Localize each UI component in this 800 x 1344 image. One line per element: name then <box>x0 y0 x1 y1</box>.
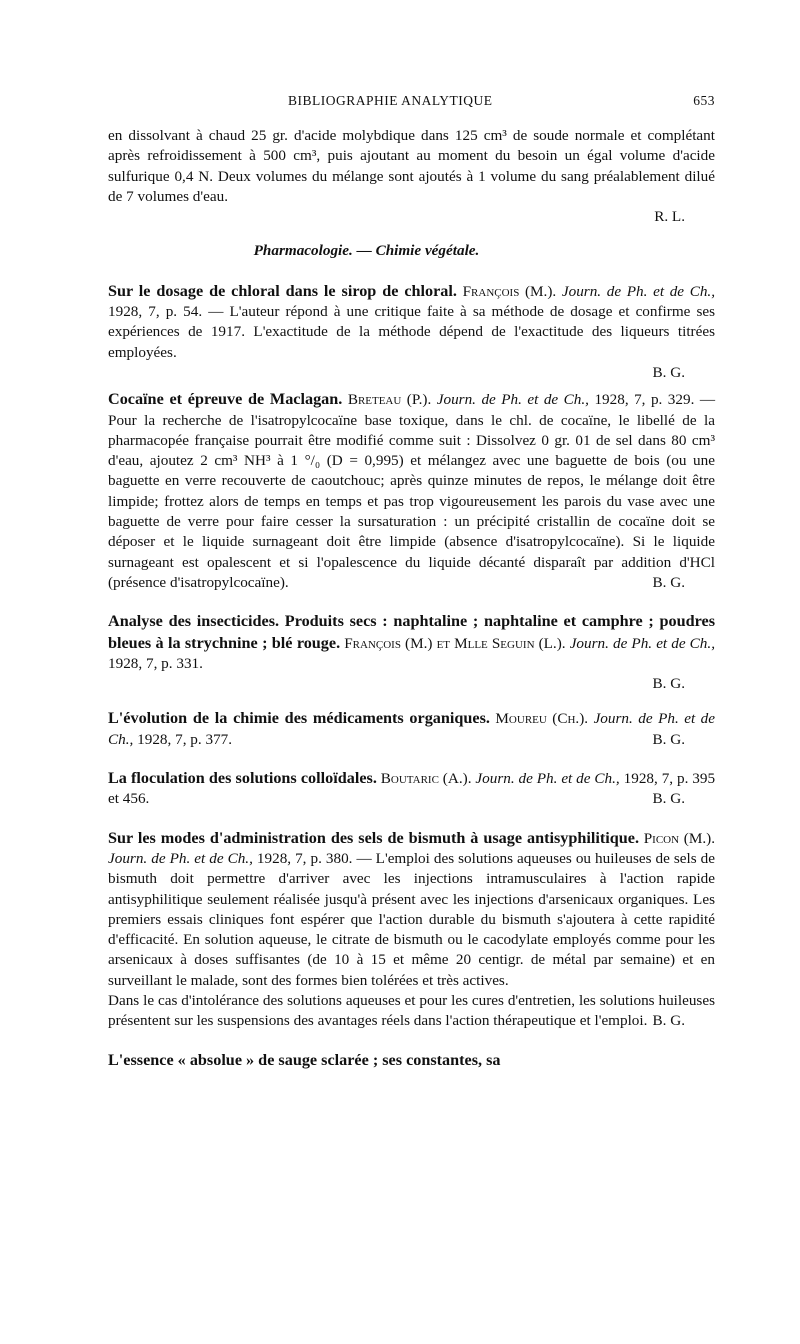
entry-text <box>108 611 715 674</box>
entry-text <box>108 1050 715 1071</box>
entry-text <box>108 281 715 363</box>
entry-signature: B. G. <box>652 730 685 748</box>
entry-author: Breteau (P.). <box>347 391 432 409</box>
entry-abstract-continued: Dans le cas d'intolérance des solutions aqueuses et pour les cures d'entretien, les solutions huileuses présentent sur les suspensions des avantages réels dans l'action thérapeutique et l'emploi. <box>108 991 715 1030</box>
entry-reference: 1928, 7, p. 395 et 456. <box>108 770 716 808</box>
bibliography-entry <box>108 828 715 1032</box>
entry-author: François (M.). <box>462 282 557 300</box>
entry-journal: Journ. de Ph. et de Ch., <box>108 710 715 748</box>
entry-text <box>108 389 715 593</box>
entry-author: Boutaric (A.). <box>380 770 472 788</box>
section-heading: Pharmacologie. — Chimie végétale. <box>253 242 480 260</box>
running-title: BIBLIOGRAPHIE ANALYTIQUE <box>288 93 493 108</box>
entry-journal: Journ. de Ph. et de Ch., <box>569 634 715 652</box>
entry-title: La floculation des solutions colloïdales. <box>108 769 377 788</box>
entry-reference: 1928, 7, p. 377. <box>137 730 233 748</box>
entry-reference: 1928, 7, p. 329. <box>594 391 695 409</box>
bibliography-entry <box>108 281 715 383</box>
entry-paragraph <box>108 991 715 1032</box>
entry-abstract: — L'auteur répond à une critique faite à sa méthode de dosage et confirme ses expériences de 1917. L'exactitude de la méthode dépend de l'exactitude des liqueurs titrées employées. <box>108 303 716 361</box>
entry-journal: Journ. de Ph. et de Ch., <box>108 849 253 867</box>
entry-text <box>108 768 715 810</box>
entry-title: Sur les modes d'administration des sels de bismuth à usage antisyphilitique. <box>108 828 640 847</box>
entry-signature: B. G. <box>652 675 685 693</box>
bibliography-entry <box>108 768 715 810</box>
bibliography-entry <box>108 389 715 593</box>
entry-title: Sur le dosage de chloral dans le sirop de chloral. <box>108 281 457 300</box>
entry-signature: B. G. <box>652 790 685 808</box>
entry-title: L'évolution de la chimie des médicaments organiques. <box>108 709 490 728</box>
entry-author: Moureu (Ch.). <box>495 710 589 728</box>
entry-title: Cocaïne et épreuve de Maclagan. <box>108 390 343 409</box>
bibliography-entry <box>108 611 715 694</box>
entry-signature: B. G. <box>652 363 685 381</box>
intro-signature: R. L. <box>654 208 685 226</box>
intro-paragraph: en dissolvant à chaud 25 gr. d'acide molybdique dans 125 cm³ de soude normale et complétant après refroidissement à 500 cm³, puis ajoutant au moment du besoin un égal volume d'acide sulfurique 0,4 N. Deux volumes du mélange sont ajoutés à 1 volume du sang préalablement dilué de 7 volumes d'eau. <box>108 127 715 205</box>
entry-signature: B. G. <box>652 573 685 591</box>
entry-text <box>108 828 715 991</box>
entry-abstract: — L'emploi des solutions aqueuses ou huileuses de sels de bismuth doit permettre d'arriver avec les injections intramusculaires à l'action rapide antisyphilitique seulement réalisée jusqu'à présent avec les injections d'arsenicaux organiques. Les premiers essais cliniques font espérer que l'action durable du bismuth s'ajoutera à cette rapidité d'efficacité. En solution aqueuse, le citrate de bismuth ou le cacodylate employés comme pour les arsenicaux à doses suffisantes (de 10 à 15 et même 20 centigr. de métal par semaine) et en surveillant le malade, sont des formes bien tolérées et très actives. <box>108 849 716 989</box>
entry-reference: 1928, 7, p. 331. <box>108 654 203 672</box>
page-number: 653 <box>693 93 715 108</box>
entry-signature: B. G. <box>652 1012 685 1030</box>
running-header <box>108 93 715 111</box>
page-body <box>108 126 715 1071</box>
entry-journal: Journ. de Ph. et de Ch., <box>561 282 716 300</box>
entry-author: François (M.) et Mlle Seguin (L.). <box>344 634 566 652</box>
entry-journal: Journ. de Ph. et de Ch., <box>436 391 589 409</box>
entry-title: L'essence « absolue » de sauge sclarée ; ses constantes, sa <box>108 1050 501 1069</box>
entry-reference: 1928, 7, p. 54. <box>108 303 203 321</box>
entry-text <box>108 708 715 750</box>
entry-abstract: — Pour la recherche de l'isatropylcocaïne base toxique, dans le chl. de cocaïne, le libellé de la pharmacopée française pourrait être modifié comme suit : Dissolvez 0 gr. 01 de sel dans 80 cm³ d'eau, ajoutez 2 cm³ NH³ à 1 °/₀ (D = 0,995) et mélangez avec une baguette de bois (ou une baguette en verre recouverte de caoutchouc; après quinze minutes de repos, le mélange doit être limpide; frottez alors de temps en temps et pas trop vigoureusement les parois du vase avec une baguette de verre pour faire cesser la sursaturation : un précipité cristallin de cocaïne doit se déposer et le liquide surnageant doit être limpide (absence d'isatropylcocaïne). Si le liquide surnageant est opalescent et si l'opalescence du liquide décanté disparaît par addition d'HCl (présence d'isatropylcocaïne). <box>108 391 716 591</box>
entry-title: Analyse des insecticides. Produits secs : naphtaline ; naphtaline et camphre ; poudres bleues à la strychnine ; blé rouge. <box>108 612 715 652</box>
entry-journal: Journ. de Ph. et de Ch., <box>475 770 620 788</box>
bibliography-entry <box>108 1050 715 1071</box>
entry-author: Picon (M.). <box>643 829 715 847</box>
entry-reference: 1928, 7, p. 380. <box>256 849 353 867</box>
bibliography-entry <box>108 708 715 750</box>
